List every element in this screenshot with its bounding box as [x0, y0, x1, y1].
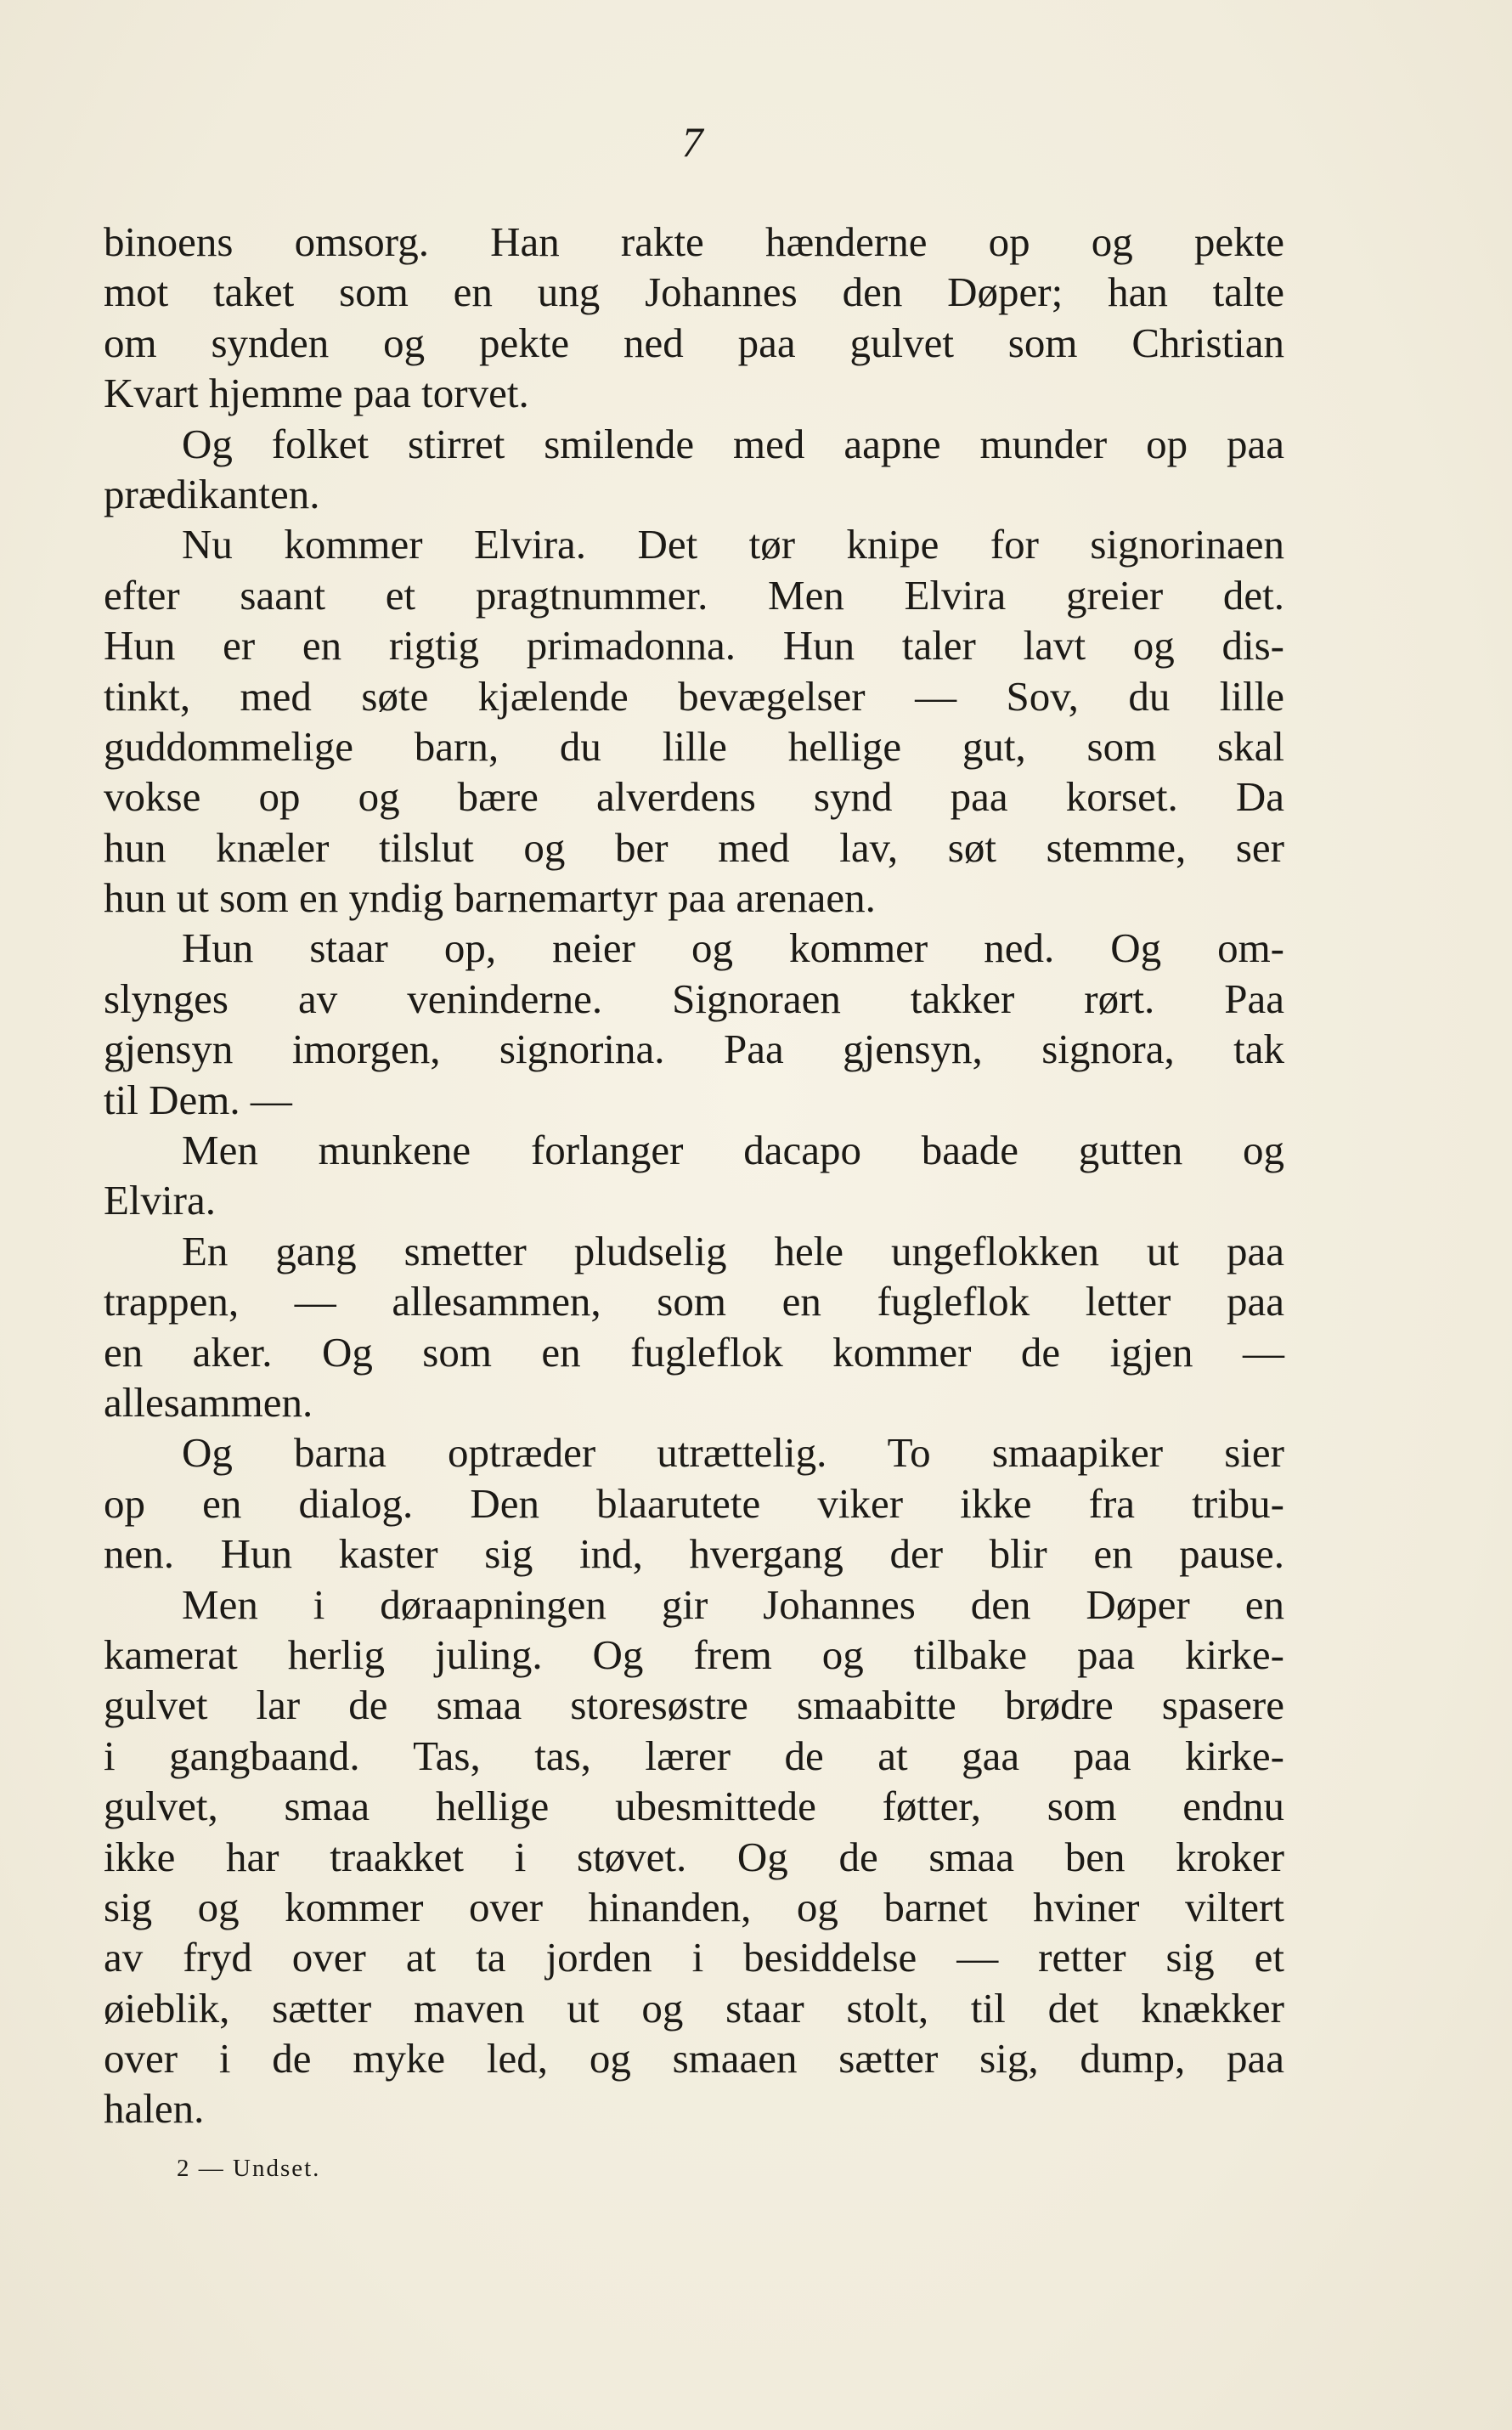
- text-line: Og barna optræder utrættelig. To smaapiker sier: [182, 1429, 1284, 1477]
- page-number: 7: [681, 118, 703, 166]
- text-line: Men munkene forlanger dacapo baade gutten og: [182, 1127, 1284, 1174]
- text-line: binoens omsorg. Han rakte hænderne op og pekte: [104, 218, 1284, 265]
- text-line: vokse op og bære alverdens synd paa korset. Da: [104, 773, 1284, 821]
- text-line: op en dialog. Den blaarutete viker ikke fra tribu-: [104, 1479, 1284, 1527]
- text-line: gulvet lar de smaa storesøstre smaabitte brødre spasere: [104, 1681, 1284, 1729]
- text-line: ikke har traakket i støvet. Og de smaa ben kroker: [104, 1833, 1284, 1880]
- text-line: prædikanten.: [104, 470, 320, 517]
- text-line: om synden og pekte ned paa gulvet som Christian: [104, 319, 1284, 366]
- text-line: Hun staar op, neier og kommer ned. Og om-: [182, 924, 1284, 972]
- text-line: Og folket stirret smilende med aapne munder op paa: [182, 420, 1284, 467]
- text-line: trappen, — allesammen, som en fugleflok letter paa: [104, 1278, 1284, 1325]
- text-line: mot taket som en ung Johannes den Døper; han talte: [104, 268, 1284, 316]
- text-line: hun ut som en yndig barnemartyr paa arenaen.: [104, 874, 876, 922]
- text-line: over i de myke led, og smaaen sætter sig, dump, paa: [104, 2035, 1284, 2082]
- text-line: Kvart hjemme paa torvet.: [104, 370, 529, 417]
- text-line: en aker. Og som en fugleflok kommer de igjen —: [104, 1328, 1284, 1376]
- text-line: nen. Hun kaster sig ind, hvergang der blir en pause.: [104, 1530, 1284, 1578]
- text-line: til Dem. —: [104, 1076, 292, 1123]
- signature-mark: 2 — Undset.: [177, 2155, 321, 2182]
- text-line: kamerat herlig juling. Og frem og tilbake paa kirke-: [104, 1630, 1284, 1678]
- text-line: guddommelige barn, du lille hellige gut, som skal: [104, 722, 1284, 770]
- text-line: tinkt, med søte kjælende bevægelser — Sov, du lille: [104, 672, 1284, 720]
- text-line: øieblik, sætter maven ut og staar stolt, til det knækker: [104, 1984, 1284, 2032]
- text-line: Nu kommer Elvira. Det tør knipe for signorinaen: [182, 521, 1284, 568]
- body-text: [104, 217, 1284, 2134]
- text-line: efter saant et pragtnummer. Men Elvira greier det.: [104, 571, 1284, 619]
- text-line: gulvet, smaa hellige ubesmittede føtter, som endnu: [104, 1783, 1284, 1830]
- text-line: av fryd over at ta jorden i besiddelse — retter sig et: [104, 1934, 1284, 1981]
- text-line: gjensyn imorgen, signorina. Paa gjensyn, signora, tak: [104, 1026, 1284, 1073]
- text-line: i gangbaand. Tas, tas, lærer de at gaa paa kirke-: [104, 1732, 1284, 1779]
- text-line: hun knæler tilslut og ber med lav, søt stemme, ser: [104, 823, 1284, 871]
- text-line: slynges av veninderne. Signoraen takker rørt. Paa: [104, 975, 1284, 1022]
- text-line: sig og kommer over hinanden, og barnet hviner viltert: [104, 1883, 1284, 1930]
- text-line: Elvira.: [104, 1177, 216, 1224]
- text-line: allesammen.: [104, 1378, 313, 1426]
- text-line: halen.: [104, 2085, 205, 2133]
- text-line: Hun er en rigtig primadonna. Hun taler lavt og dis-: [104, 622, 1284, 670]
- text-line: En gang smetter pludselig hele ungeflokken ut paa: [182, 1227, 1284, 1274]
- text-line: Men i døraapningen gir Johannes den Døper en: [182, 1580, 1284, 1628]
